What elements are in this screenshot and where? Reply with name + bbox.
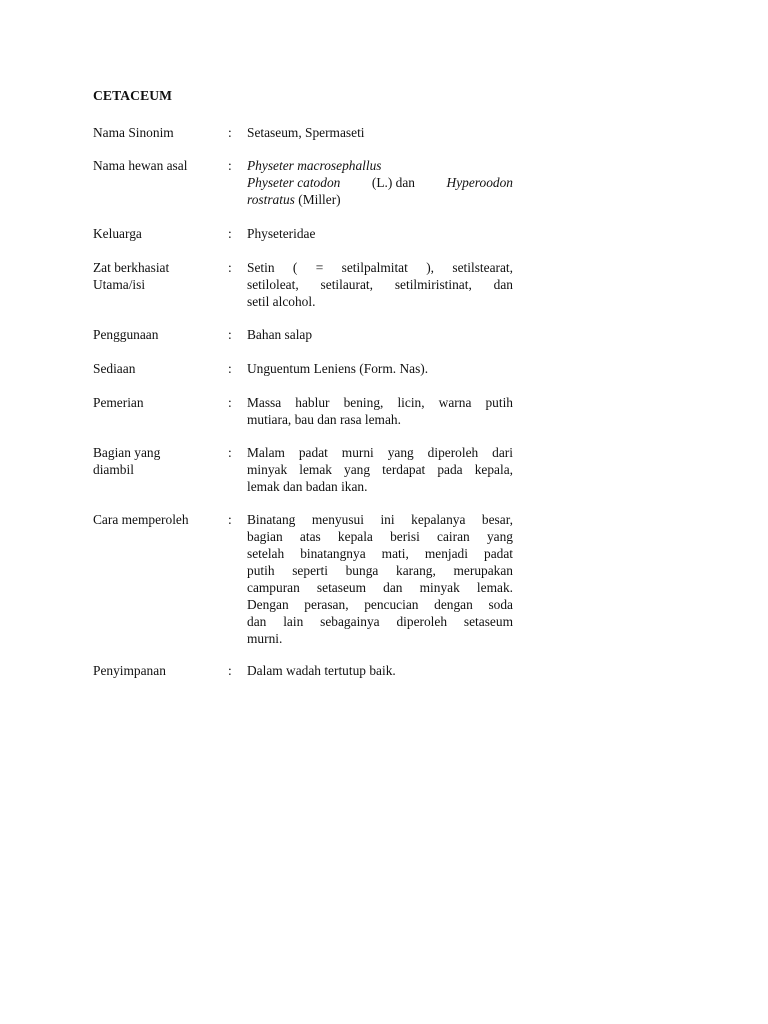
entry-value: [247, 662, 513, 679]
entry-label: Nama hewan asal: [93, 158, 188, 173]
species-name: Physeter catodon: [247, 175, 341, 190]
value-text: (L.) dan: [371, 175, 416, 190]
entry-separator: :: [228, 512, 232, 527]
value-line: lemak dan badan ikan.: [247, 479, 368, 494]
entry-label: Cara memperoleh: [93, 512, 189, 527]
value-line: mutiara, bau dan rasa lemah.: [247, 412, 401, 427]
value-text: (Miller): [298, 192, 341, 207]
entry-separator: :: [228, 395, 232, 410]
label-line: Zat berkhasiat: [93, 260, 170, 275]
value-line: Binatang menyusui ini kepalanya besar,: [247, 512, 513, 527]
value-line: setelah binatangnya mati, menjadi padat: [247, 546, 513, 561]
entry-label: Pemerian: [93, 395, 144, 410]
value-line: Setaseum, Spermaseti: [247, 125, 365, 140]
entry-label: [93, 444, 223, 478]
species-name: Hyperoodon: [446, 175, 513, 190]
species-name: rostratus: [247, 192, 295, 207]
value-line: Dalam wadah tertutup baik.: [247, 663, 396, 678]
entry-value: [247, 157, 513, 208]
value-line: [247, 174, 513, 191]
entry-label: Sediaan: [93, 361, 136, 376]
entry-separator: :: [228, 260, 232, 275]
value-line: bagian atas kepala berisi cairan yang: [247, 529, 513, 544]
entry-value: [247, 360, 513, 377]
entry-value: [247, 511, 513, 647]
entry-separator: :: [228, 158, 232, 173]
entry-label: Penggunaan: [93, 327, 159, 342]
entry-label: [93, 259, 223, 293]
label-line: Bagian yang: [93, 445, 161, 460]
value-line: murni.: [247, 631, 283, 646]
value-line: Bahan salap: [247, 327, 313, 342]
entry-separator: :: [228, 663, 232, 678]
value-line: dan lain sebagainya diperoleh setaseum: [247, 614, 513, 629]
label-line: diambil: [93, 462, 134, 477]
value-line: minyak lemak yang terdapat pada kepala,: [247, 462, 513, 477]
value-line: Massa hablur bening, licin, warna putih: [247, 395, 513, 410]
value-line: Setin ( = setilpalmitat ), setilstearat,: [247, 260, 513, 275]
value-line: Physeteridae: [247, 226, 316, 241]
value-line: Malam padat murni yang diperoleh dari: [247, 445, 513, 460]
value-line: setiloleat, setilaurat, setilmiristinat, dan: [247, 277, 513, 292]
entry-separator: :: [228, 226, 232, 241]
entry-separator: :: [228, 361, 232, 376]
entry-value: [247, 444, 513, 495]
entry-value: [247, 394, 513, 428]
entry-label: Nama Sinonim: [93, 125, 174, 140]
value-line: setil alcohol.: [247, 294, 316, 309]
value-line: Unguentum Leniens (Form. Nas).: [247, 361, 429, 376]
entry-value: [247, 225, 513, 242]
entry-label: Keluarga: [93, 226, 142, 241]
species-name: Physeter macrosephallus: [247, 158, 382, 173]
entry-value: [247, 259, 513, 310]
entry-label: Penyimpanan: [93, 663, 166, 678]
entry-value: [247, 326, 513, 343]
entry-separator: :: [228, 125, 232, 140]
value-line: [247, 191, 513, 208]
value-line: campuran setaseum dan minyak lemak.: [247, 580, 513, 595]
entry-separator: :: [228, 445, 232, 460]
value-line: [247, 157, 513, 174]
label-line: Utama/isi: [93, 277, 146, 292]
entry-value: [247, 124, 513, 141]
page-title: CETACEUM: [93, 88, 173, 103]
value-line: Dengan perasan, pencucian dengan soda: [247, 597, 513, 612]
entry-separator: :: [228, 327, 232, 342]
value-line: putih seperti bunga karang, merupakan: [247, 563, 513, 578]
